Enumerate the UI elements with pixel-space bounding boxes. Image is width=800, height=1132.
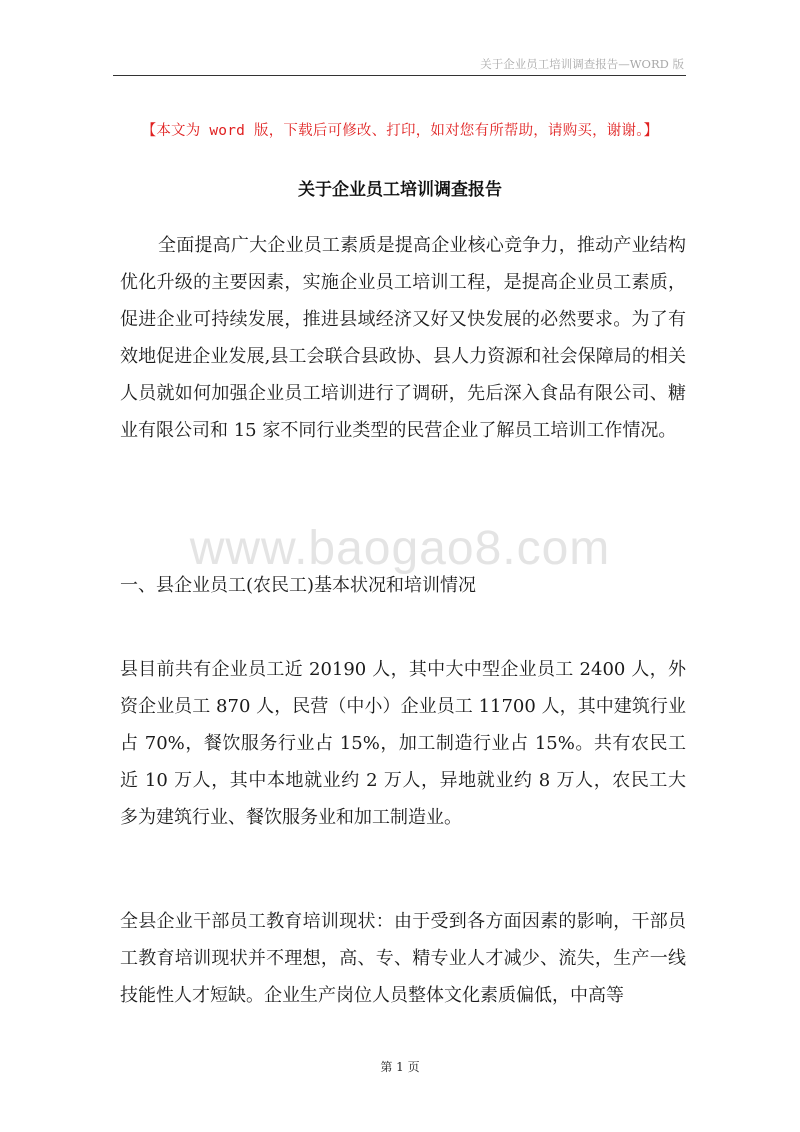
page-header-title: 关于企业员工培训调查报告—WORD 版 <box>480 57 684 71</box>
paragraph-training-status: 全县企业干部员工教育培训现状：由于受到各方面因素的影响，干部员工教育培训现状并不理想，高、专、精专业人才减少、流失，生产一线技能性人才短缺。企业生产岗位人员整体文化素质偏低，中高等 <box>120 911 686 1006</box>
header-divider <box>113 75 686 76</box>
section-heading: 一、县企业员工(农民工)基本状况和培训情况 <box>120 575 477 596</box>
document-title: 关于企业员工培训调查报告 <box>298 180 502 200</box>
page-number: 第 1 页 <box>380 1060 420 1074</box>
word-version-notice: 【本文为 word 版，下载后可修改、打印，如对您有所帮助，请购买，谢谢。】 <box>141 123 659 139</box>
paragraph-employee-stats: 县目前共有企业员工近 20190 人，其中大中型企业员工 2400 人，外资企业员工 870 人，民营（中小）企业员工 11700 人，其中建筑行业占 70%，餐饮服务行业占 15%，加工制造行业占 15%。共有农民工近 10 万人，其中本地就业约 2 万人，异地就业约 8 万人，农民工大多为建筑行业、餐饮服务业和加工制造业。 <box>120 659 686 828</box>
watermark: www.baogao8.com <box>189 522 611 575</box>
paragraph-intro: 全面提高广大企业员工素质是提高企业核心竞争力，推动产业结构优化升级的主要因素，实施企业员工培训工程，是提高企业员工素质，促进企业可持续发展，推进县域经济又好又快发展的必然要求。为了有效地促进企业发展,县工会联合县政协、县人力资源和社会保障局的相关人员就如何加强企业员工培训进行了调研，先后深入食品有限公司、糖业有限公司和 15 家不同行业类型的民营企业了解员工培训工作情况。 <box>120 235 686 441</box>
